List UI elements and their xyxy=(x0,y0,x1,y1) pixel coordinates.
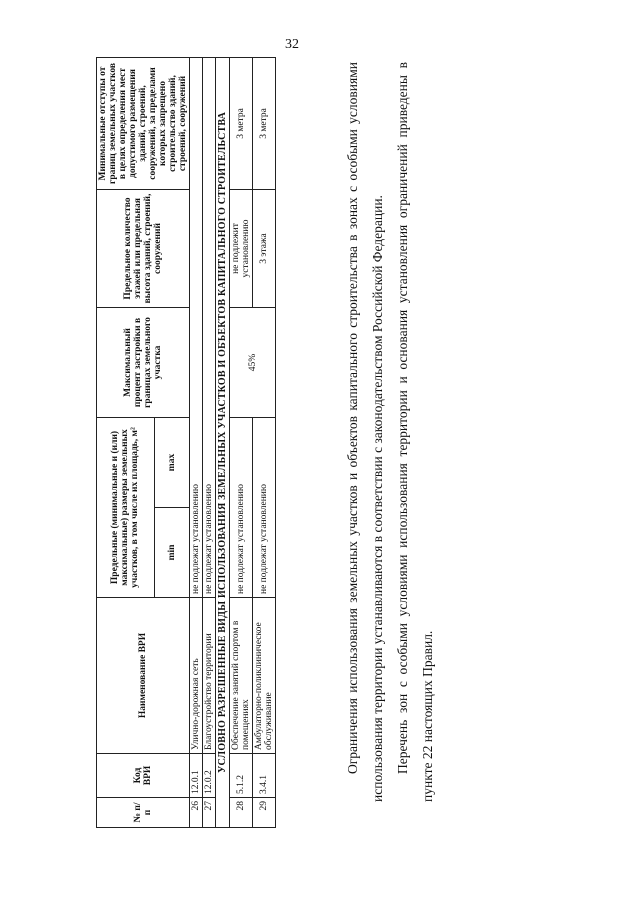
paragraph: Перечень зон с особыми условиями использования территории и основания установления ограничений приведены в пункте 22 настоящих Правил. xyxy=(395,62,435,802)
table-row xyxy=(253,58,276,828)
row-setbacks: 3 метра xyxy=(230,58,253,190)
page-number: 32 xyxy=(285,37,299,52)
row-name: Улично-дорожная сеть xyxy=(190,598,203,754)
header-area: Предельные (минимальные и (или) максимальные) размеры земельных участков, в том числе их площадь, м² xyxy=(97,418,155,598)
row-num: 27 xyxy=(203,798,216,828)
paragraph: Ограничения использования земельных участков и объектов капитального строительства в зонах с особыми условиями использования территории устанавливаются в соответствии с законодательством Российской Федерации. xyxy=(345,62,385,802)
row-floors: не подлежит установлению xyxy=(230,190,253,308)
section-row xyxy=(216,58,230,828)
header-coverage: Максимальный процент застройки в границах земельного участка xyxy=(97,308,190,418)
header-area-min: min xyxy=(154,508,190,598)
header-num: № п/п xyxy=(97,798,190,828)
row-code: 3.4.1 xyxy=(253,754,276,798)
row-floors: 3 этажа xyxy=(253,190,276,308)
row-area: не подлежат установлению xyxy=(230,418,253,598)
row-area: не подлежат установлению xyxy=(253,418,276,598)
header-area-max: max xyxy=(154,418,190,508)
row-code: 5.1.2 xyxy=(230,754,253,798)
row-name: Благоустройство территории xyxy=(203,598,216,754)
header-setbacks: Минимальные отступы от границ земельных участков в целях определения мест допустимого размещения зданий, строений, сооружений, за пределами которых запрещено строительство зданий, строений, сооружений xyxy=(97,58,190,190)
section-title: УСЛОВНО РАЗРЕШЕННЫЕ ВИДЫ ИСПОЛЬЗОВАНИЯ ЗЕМЕЛЬНЫХ УЧАСТКОВ И ОБЪЕКТОВ КАПИТАЛЬНОГО СТРОИТЕЛЬСТВА xyxy=(216,58,230,828)
row-num: 29 xyxy=(253,798,276,828)
header-floors: Предельное количество этажей или предельная высота зданий, строений, сооружений xyxy=(97,190,190,308)
table-row xyxy=(190,58,203,828)
row-area: не подлежат установлению xyxy=(190,58,203,598)
body-text xyxy=(340,62,440,802)
row-code: 12.0.1 xyxy=(190,754,203,798)
row-coverage: 45% xyxy=(230,308,276,418)
row-num: 28 xyxy=(230,798,253,828)
table-row xyxy=(230,58,253,828)
row-num: 26 xyxy=(190,798,203,828)
table-row xyxy=(203,58,216,828)
row-name: Обеспечение занятий спортом в помещениях xyxy=(230,598,253,754)
row-code: 12.0.2 xyxy=(203,754,216,798)
row-area: не подлежат установлению xyxy=(203,58,216,598)
header-name: Наименование ВРИ xyxy=(97,598,190,754)
regulations-table xyxy=(96,57,276,828)
rotated-content xyxy=(40,37,600,862)
header-code: Код ВРИ xyxy=(97,754,190,798)
row-setbacks: 3 метра xyxy=(253,58,276,190)
row-name: Амбулаторно-поликлиническое обслуживание xyxy=(253,598,276,754)
